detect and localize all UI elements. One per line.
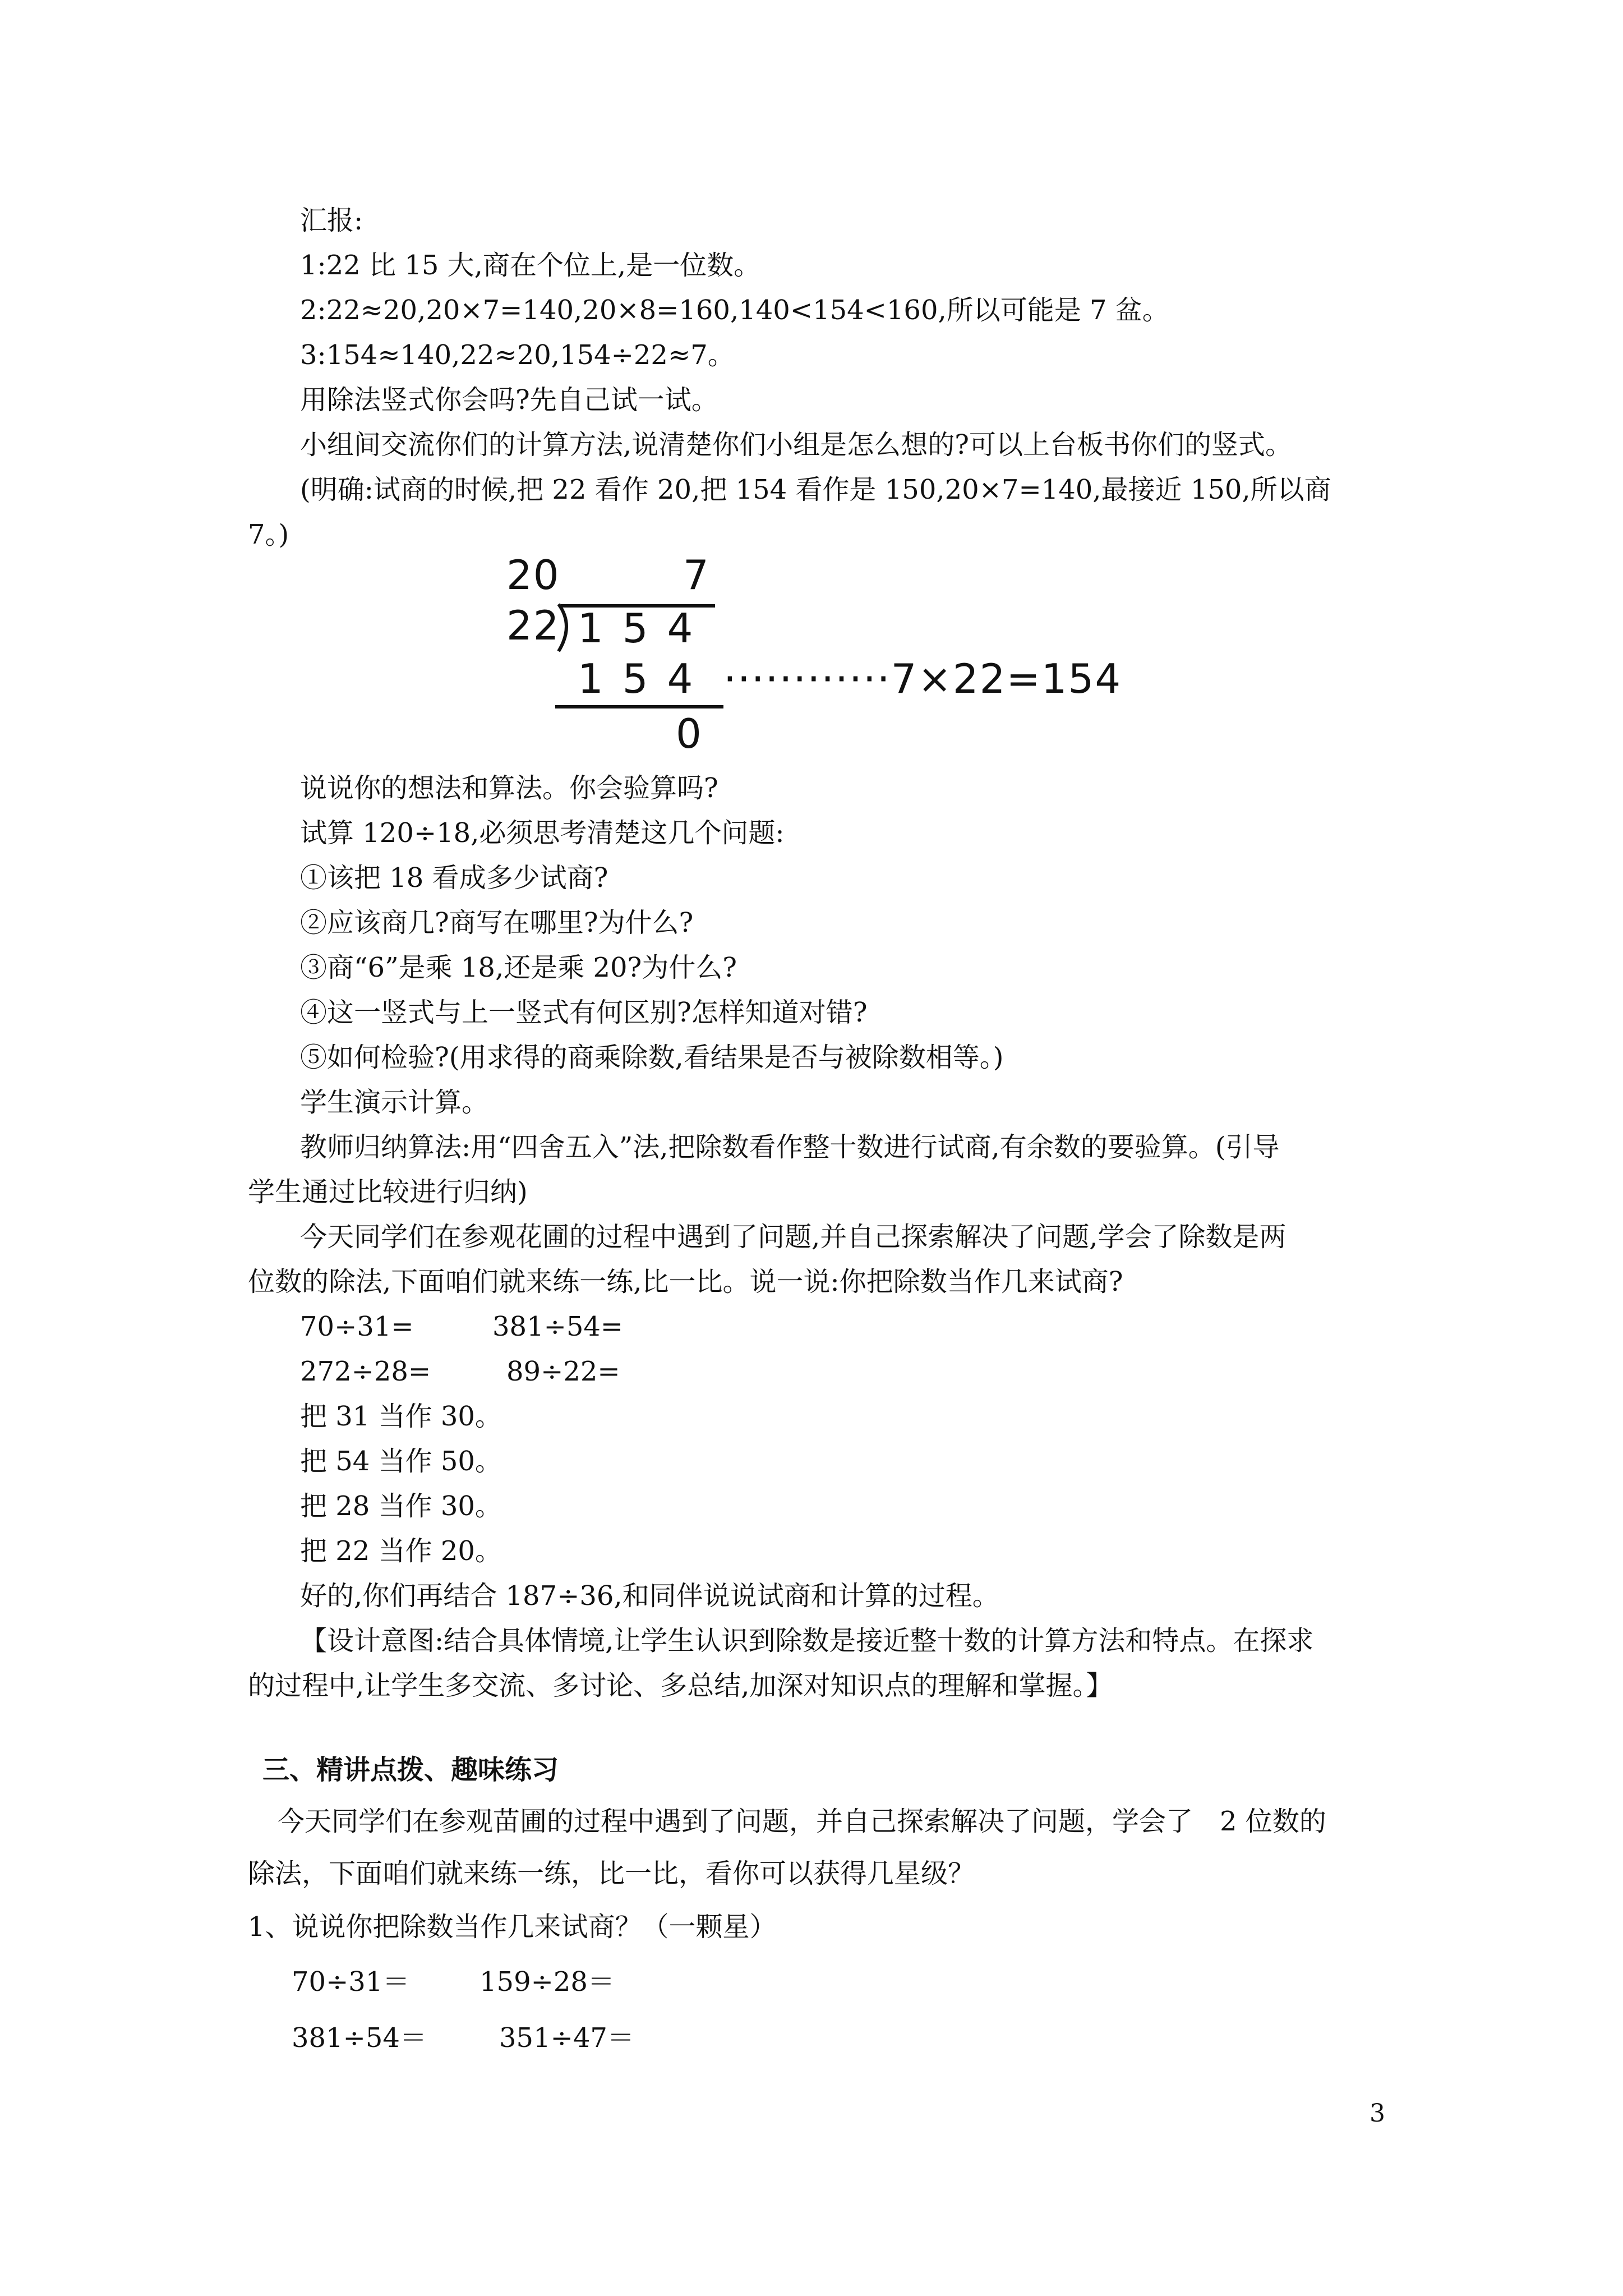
text-line: ①该把 18 看成多少试商? xyxy=(300,862,608,894)
dividend: 154 xyxy=(578,605,712,652)
text-line: 学生演示计算。 xyxy=(300,1087,489,1118)
exercise: 381÷54＝ xyxy=(292,2022,427,2054)
quotient: 7 xyxy=(683,551,710,599)
text-line: 把 54 当作 50。 xyxy=(300,1446,502,1477)
exercise: 381÷54= xyxy=(492,1311,624,1342)
text-line: (明确:试商的时候,把 22 看作 20,把 154 看作是 150,20×7=140,最接近 150,所以商 xyxy=(300,474,1331,505)
text-line: 7。) xyxy=(248,519,289,550)
estimate-divisor: 20 xyxy=(506,551,560,599)
text-line: 今天同学们在参观苗圃的过程中遇到了问题，并自己探索解决了问题，学会了 2 位数的 xyxy=(278,1806,1326,1837)
text-line: 试算 120÷18,必须思考清楚这几个问题: xyxy=(300,817,785,849)
text-line: 用除法竖式你会吗?先自己试一试。 xyxy=(300,384,718,416)
check-equation: ············7×22=154 xyxy=(723,655,1122,702)
design-intent: 的过程中,让学生多交流、多讨论、多总结,加深对知识点的理解和掌握。】 xyxy=(248,1670,1113,1701)
text-line: 3:154≈140,22≈20,154÷22≈7。 xyxy=(300,339,735,371)
design-intent: 【设计意图:结合具体情境,让学生认识到除数是接近整十数的计算方法和特点。在探求 xyxy=(300,1625,1314,1657)
divisor: 22 xyxy=(506,602,560,649)
exercise: 89÷22= xyxy=(506,1356,620,1387)
text-line: ③商“6”是乘 18,还是乘 20?为什么? xyxy=(300,952,737,983)
question: 1、说说你把除数当作几来试商？（一颗星） xyxy=(248,1911,777,1943)
text-line: 1:22 比 15 大,商在个位上,是一位数。 xyxy=(300,250,761,281)
product: 154 xyxy=(578,655,712,702)
text-line: 把 28 当作 30。 xyxy=(300,1490,502,1522)
text-line: 说说你的想法和算法。你会验算吗? xyxy=(300,772,718,804)
text-line: 把 22 当作 20。 xyxy=(300,1535,502,1567)
exercise: 70÷31= xyxy=(300,1311,414,1342)
exercise: 70÷31＝ xyxy=(292,1966,410,1998)
exercise: 159÷28＝ xyxy=(479,1966,615,1998)
page-number: 3 xyxy=(1370,2099,1385,2128)
text-line: 学生通过比较进行归纳) xyxy=(248,1176,528,1208)
exercise: 351÷47＝ xyxy=(499,2022,634,2054)
remainder: 0 xyxy=(676,710,703,757)
text-line: ②应该商几?商写在哪里?为什么? xyxy=(300,907,694,938)
text-line: 今天同学们在参观花圃的过程中遇到了问题,并自己探索解决了问题,学会了除数是两 xyxy=(300,1221,1287,1253)
subtraction-line xyxy=(555,705,723,708)
text-line: 好的,你们再结合 187÷36,和同伴说说试商和计算的过程。 xyxy=(300,1580,999,1612)
text-line: 位数的除法,下面咱们就来练一练,比一比。说一说:你把除数当作几来试商? xyxy=(248,1266,1123,1297)
exercise: 272÷28= xyxy=(300,1356,431,1387)
section-heading: 三、精讲点拨、趣味练习 xyxy=(262,1754,559,1786)
text-line: 小组间交流你们的计算方法,说清楚你们小组是怎么想的?可以上台板书你们的竖式。 xyxy=(300,429,1292,461)
text-line: ④这一竖式与上一竖式有何区别?怎样知道对错? xyxy=(300,997,868,1028)
text-line: ⑤如何检验?(用求得的商乘除数,看结果是否与被除数相等。) xyxy=(300,1042,1004,1073)
text-line: 除法，下面咱们就来练一练，比一比，看你可以获得几星级？ xyxy=(248,1858,975,1889)
text-line: 把 31 当作 30。 xyxy=(300,1401,502,1432)
text-line: 教师归纳算法:用“四舍五入”法,把除数看作整十数进行试商,有余数的要验算。(引导 xyxy=(300,1131,1280,1163)
text-line: 2:22≈20,20×7=140,20×8=160,140<154<160,所以可能是 7 盆。 xyxy=(300,295,1169,326)
text-line: 汇报: xyxy=(300,205,363,236)
